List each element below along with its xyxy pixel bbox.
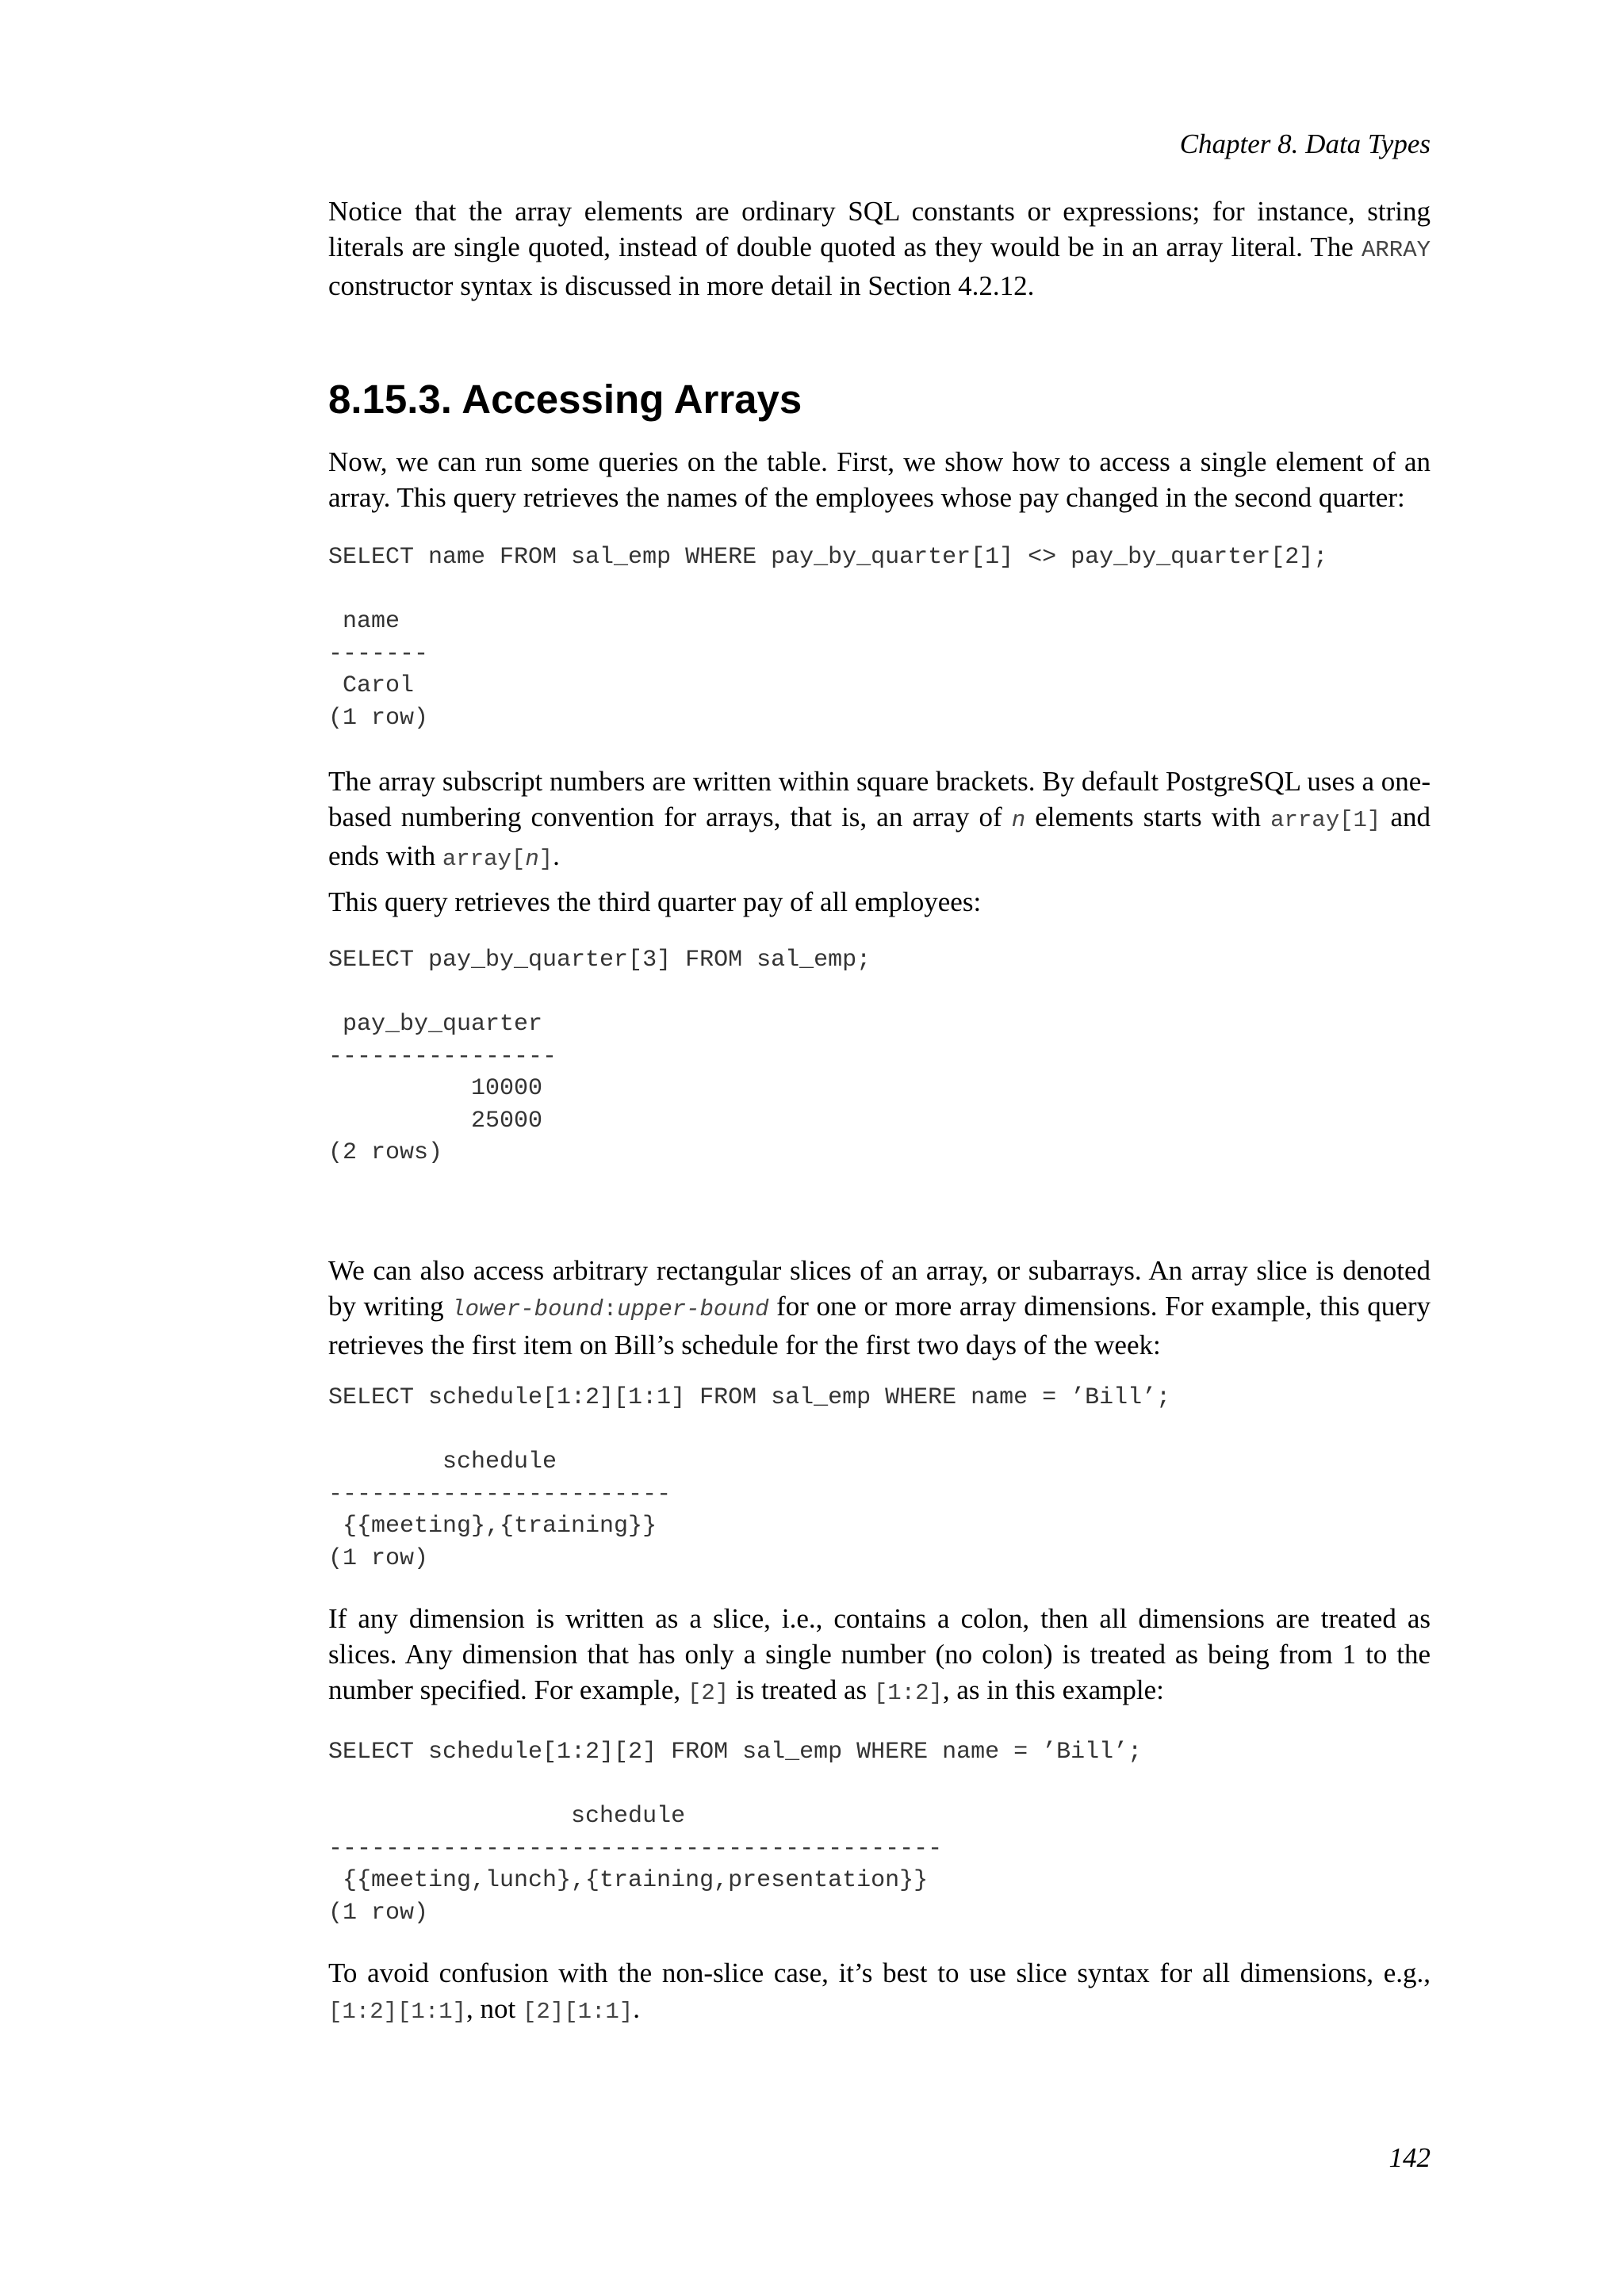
running-header: Chapter 8. Data Types xyxy=(1179,128,1431,159)
inline-code: [2][1:1] xyxy=(523,1999,634,2025)
page-number: 142 xyxy=(1388,2142,1431,2173)
paragraph-slices: We can also access arbitrary rectangular slices of an array, or subarrays. An array slice is denoted by writing lower-bound:upper-bound for one or more array dimensions. For example, this query retrieves the first item on Bill’s schedule for the first two days of the week: xyxy=(328,1255,1431,1360)
paragraph-access-intro: Now, we can run some queries on the table. First, we show how to access a single element of an array. This query retrieves the names of the employees whose pay changed in the second quarter: xyxy=(328,446,1431,513)
code-example-1: SELECT name FROM sal_emp WHERE pay_by_quarter[1] <> pay_by_quarter[2]; name ------- Carol (1 row) xyxy=(328,544,1328,732)
code-example-3: SELECT schedule[1:2][1:1] FROM sal_emp WHERE name = ’Bill’; schedule ------------------------ {{meeting},{training}} (1 row) xyxy=(328,1384,1171,1572)
inline-code: ] xyxy=(538,846,553,872)
inline-variable: lower-bound xyxy=(451,1296,603,1322)
inline-code: : xyxy=(603,1296,618,1322)
document-page xyxy=(328,0,1431,2296)
inline-code: ARRAY xyxy=(1361,237,1431,263)
code-example-2: SELECT pay_by_quarter[3] FROM sal_emp; pay_by_quarter ---------------- 10000 25000 (2 rows) xyxy=(328,947,871,1166)
inline-code: [1:2][1:1] xyxy=(328,1999,467,2025)
intro-paragraph: Notice that the array elements are ordinary SQL constants or expressions; for instance, string literals are single quoted, instead of double quoted as they would be in an array literal. The ARRAY constructor syntax is discussed in more detail in Section 4.2.12. xyxy=(328,196,1431,301)
inline-code: [2] xyxy=(687,1680,730,1706)
inline-variable: n xyxy=(525,846,539,872)
code-example-4: SELECT schedule[1:2][2] FROM sal_emp WHERE name = ’Bill’; schedule ------------------------------------------- {{meeting,lunch},{training,presentation}} (1 row) xyxy=(328,1739,1143,1927)
paragraph-subscripts: The array subscript numbers are written within square brackets. By default PostgreSQL uses a one-based numbering convention for arrays, that is, an array of n elements starts with array[1] and ends with array[n]. xyxy=(328,766,1431,872)
paragraph-avoid-confusion: To avoid confusion with the non-slice case, it’s best to use slice syntax for all dimensions, e.g., [1:2][1:1], not [2][1:1]. xyxy=(328,1957,1431,2025)
inline-variable: upper-bound xyxy=(617,1296,769,1322)
paragraph-slice-dimensions: If any dimension is written as a slice, i.e., contains a colon, then all dimensions are treated as slices. Any dimension that has only a single number (no colon) is treated as being from 1 to the number specified. For example, [2] is treated as [1:2], as in this example: xyxy=(328,1603,1431,1706)
paragraph-third-quarter: This query retrieves the third quarter pay of all employees: xyxy=(328,886,982,917)
inline-code: [1:2] xyxy=(873,1680,943,1706)
inline-code: array[1] xyxy=(1270,807,1381,833)
section-heading: 8.15.3. Accessing Arrays xyxy=(328,377,802,422)
inline-variable: n xyxy=(1011,807,1026,833)
inline-code: array[ xyxy=(442,846,526,872)
